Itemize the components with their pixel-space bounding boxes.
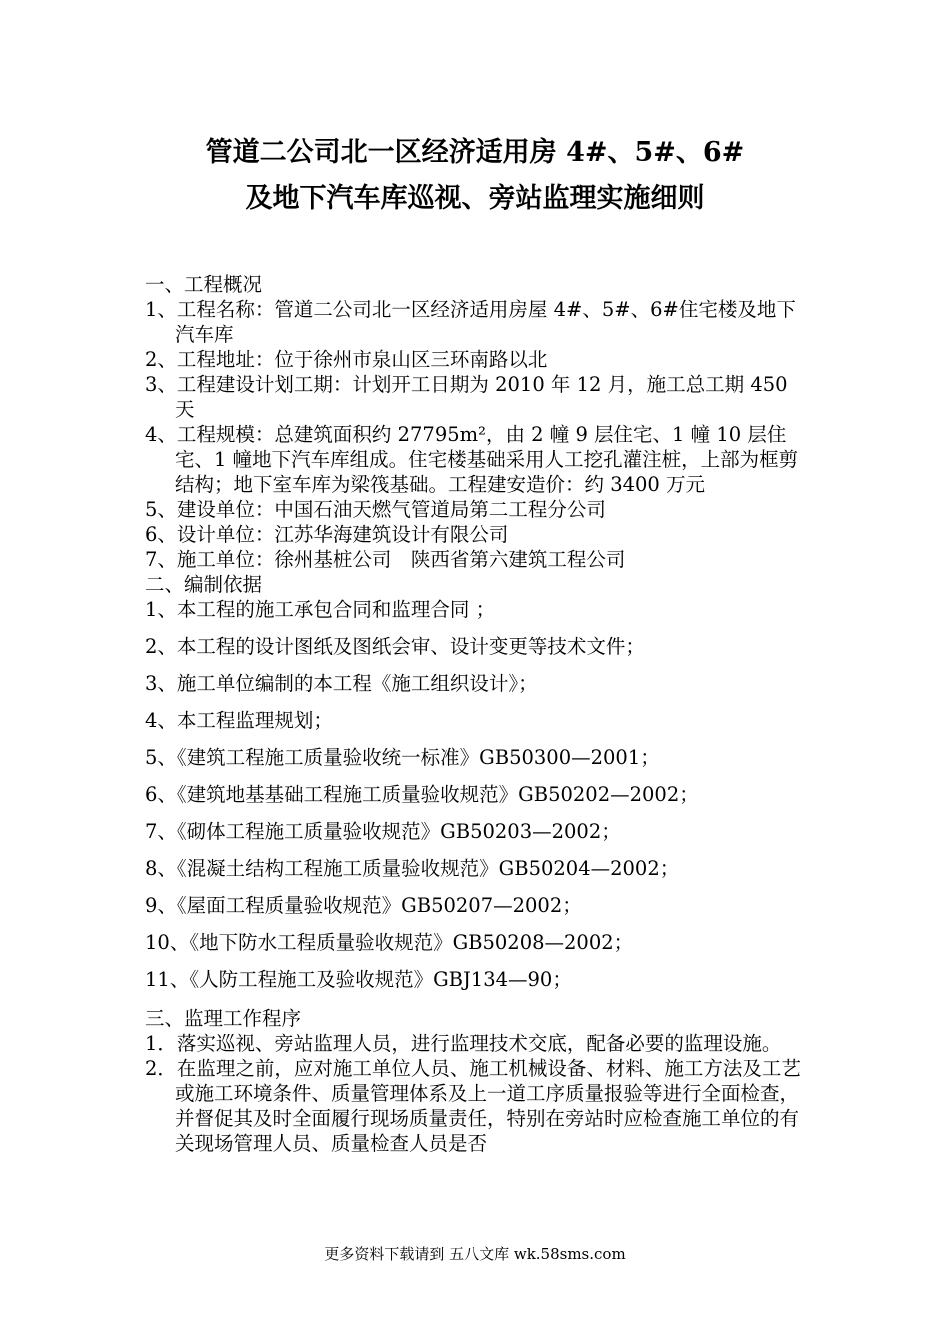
overview-item-schedule: 3、工程建设计划工期：计划开工日期为 2010 年 12 月，施工总工期 450 天 <box>145 373 788 421</box>
overview-item-scale: 4、工程规模：总建筑面积约 27795m²，由 2 幢 9 层住宅、1 幢 10 层住宅、1 幢地下汽车库组成。住宅楼基础采用人工挖孔灌注桩，上部为框剪结构；地下室车库为梁筏基础。工程建安造价：约 3400 万元 <box>145 423 799 496</box>
footer-watermark-text: 更多资料下载请到 五八文库 wk.58sms.com <box>324 1245 626 1263</box>
procedure-item: 1．落实巡视、旁站监理人员，进行监理技术交底，配备必要的监理设施。 <box>145 1032 782 1055</box>
basis-item: 5、《建筑工程施工质量验收统一标准》GB50300—2001； <box>145 746 660 769</box>
basis-item: 9、《屋面工程质量验收规范》GB50207—2002； <box>145 894 582 917</box>
basis-item: 3、施工单位编制的本工程《施工组织设计》； <box>145 672 538 695</box>
basis-item: 1、本工程的施工承包合同和监理合同 ； <box>145 598 496 621</box>
section-heading-basis: 二、编制依据 <box>145 573 263 596</box>
basis-item: 10、《地下防水工程质量验收规范》GB50208—2002； <box>145 931 634 954</box>
procedure-item: 2．在监理之前，应对施工单位人员、施工机械设备、材料、施工方法及工艺或施工环境条件、质量管理体系及上一道工序质量报验等进行全面检查，并督促其及时全面履行现场质量责任，特别在旁站时应检查施工单位的有关现场管理人员、质量检查人员是否 <box>145 1057 801 1155</box>
basis-item: 11、《人防工程施工及验收规范》GBJ134—90； <box>145 968 572 991</box>
overview-item-address: 2、工程地址：位于徐州市泉山区三环南路以北 <box>145 348 548 371</box>
basis-item: 2、本工程的设计图纸及图纸会审、设计变更等技术文件； <box>145 635 645 658</box>
basis-item: 6、《建筑地基基础工程施工质量验收规范》GB50202—2002； <box>145 783 699 806</box>
section-heading-procedure: 三、监理工作程序 <box>145 1007 302 1030</box>
basis-item: 7、《砌体工程施工质量验收规范》GB50203—2002； <box>145 820 621 843</box>
overview-item-name: 1、工程名称：管道二公司北一区经济适用房屋 4#、5#、6#住宅楼及地下汽车库 <box>145 298 796 346</box>
basis-item: 8、《混凝土结构工程施工质量验收规范》GB50204—2002； <box>145 857 680 880</box>
overview-item-owner: 5、建设单位：中国石油天燃气管道局第二工程分公司 <box>145 498 606 521</box>
document-title-line-1: 管道二公司北一区经济适用房 4#、5#、6# <box>205 137 745 168</box>
section-heading-overview: 一、工程概况 <box>145 273 263 296</box>
basis-item: 4、本工程监理规划； <box>145 709 333 732</box>
overview-item-contractor: 7、施工单位：徐州基桩公司 陕西省第六建筑工程公司 <box>145 548 626 571</box>
overview-item-designer: 6、设计单位：江苏华海建筑设计有限公司 <box>145 523 509 546</box>
document-body <box>145 272 810 1156</box>
document-title-line-2: 及地下汽车库巡视、旁站监理实施细则 <box>245 183 705 214</box>
